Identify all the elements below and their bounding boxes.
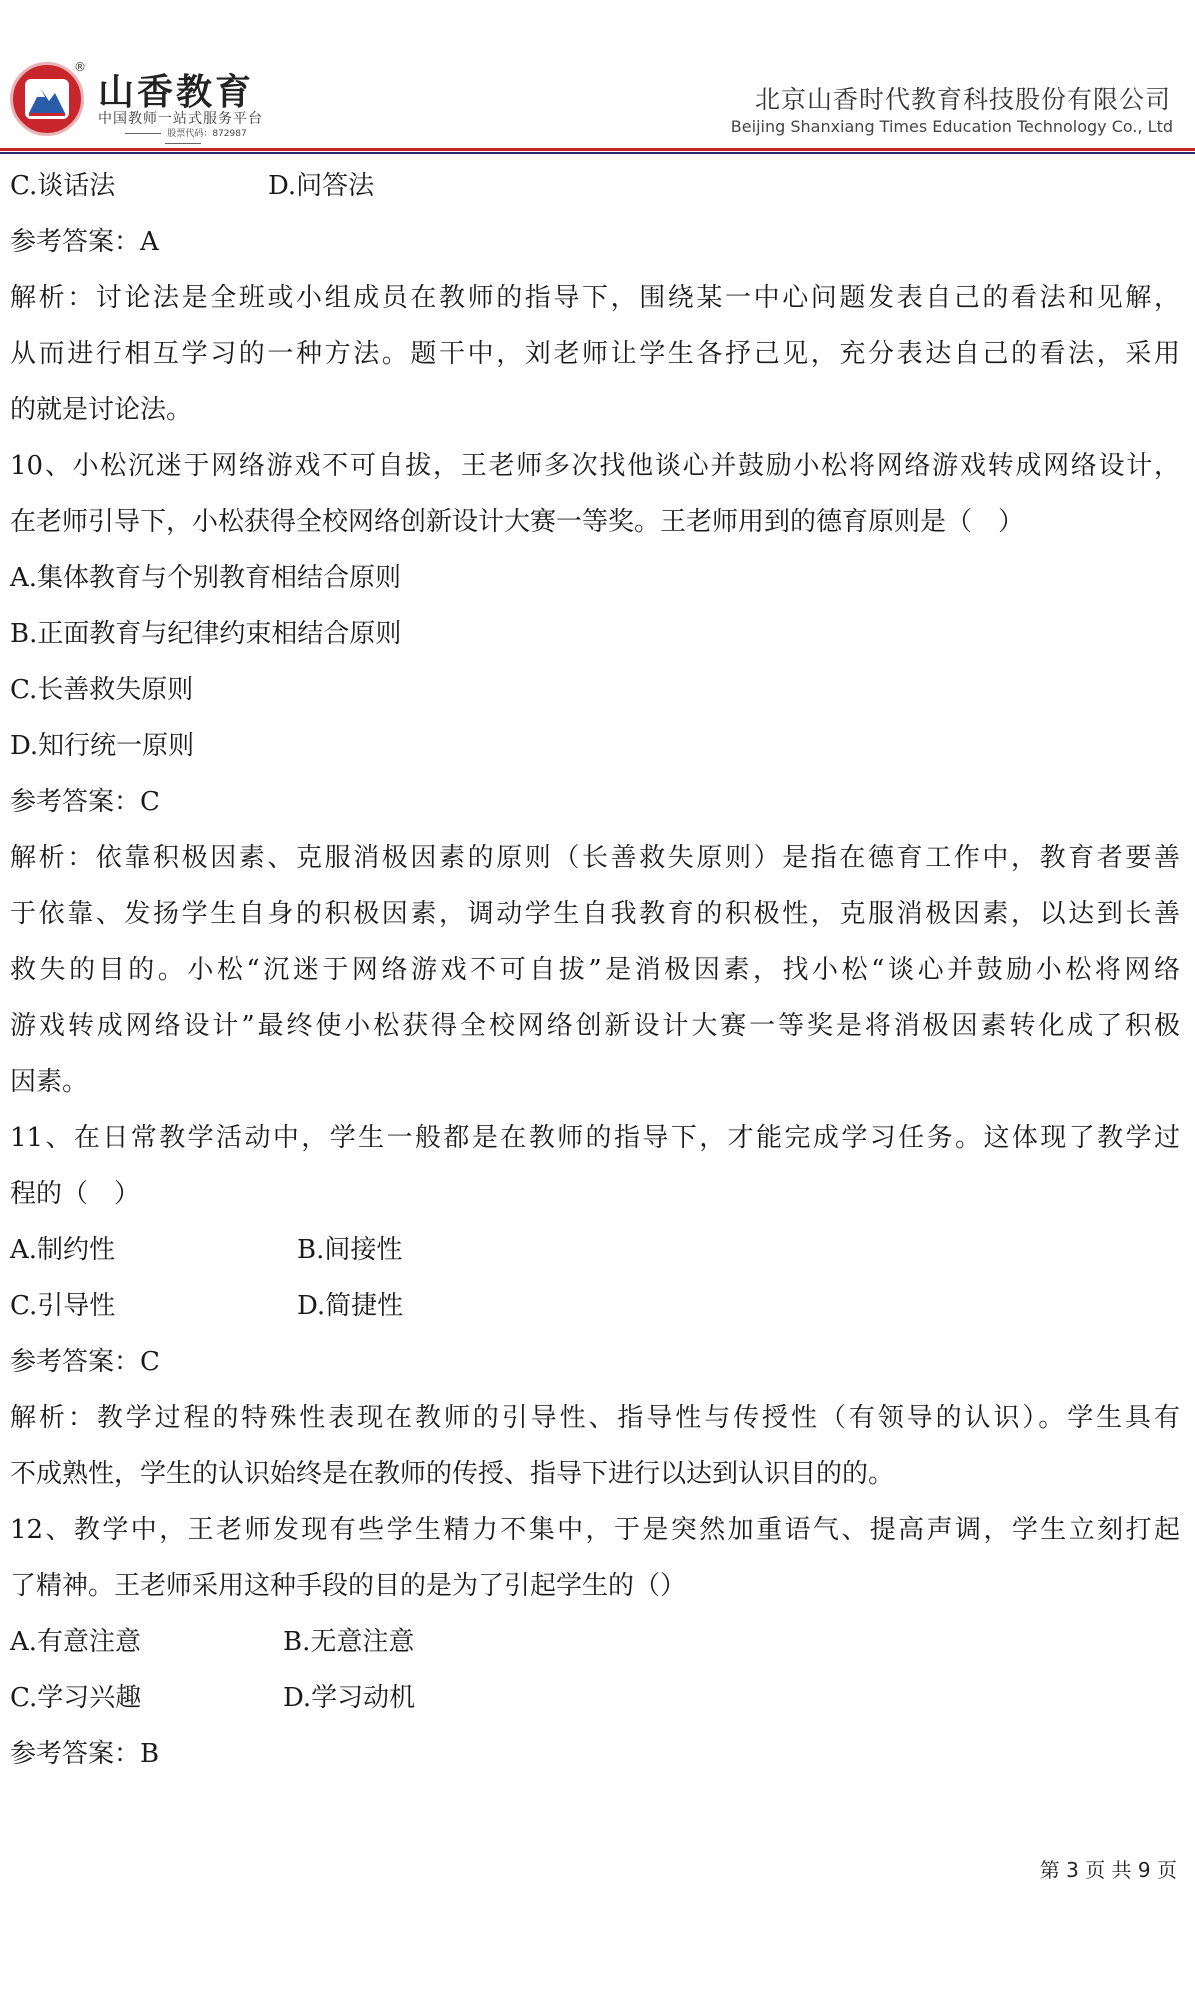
text-line: 解析：教学过程的特殊性表现在教师的引导性、指导性与传授性（有领导的认识）。学生具有 bbox=[10, 1403, 1180, 1433]
document-body bbox=[10, 158, 1180, 1782]
option-text: D.简捷性 bbox=[297, 1291, 404, 1321]
text-line: A.集体教育与个别教育相结合原则 bbox=[10, 563, 402, 593]
option-text: B.间接性 bbox=[297, 1235, 403, 1265]
text-line: 因素。 bbox=[10, 1067, 89, 1097]
option-text: C.学习兴趣 bbox=[10, 1683, 142, 1713]
shanxiang-logo-icon bbox=[10, 62, 84, 136]
page-number: 第 3 页 共 9 页 bbox=[1039, 1858, 1177, 1882]
text-line: 从而进行相互学习的一种方法。题干中，刘老师让学生各抒己见，充分表达自己的看法，采用 bbox=[10, 339, 1180, 369]
brand-title: 山香教育 bbox=[98, 72, 255, 113]
option-text: A.有意注意 bbox=[10, 1627, 142, 1657]
text-line: B.正面教育与纪律约束相结合原则 bbox=[10, 619, 402, 649]
text-line: 解析：讨论法是全班或小组成员在教师的指导下，围绕某一中心问题发表自己的看法和见解， bbox=[10, 283, 1180, 313]
option-text: D.问答法 bbox=[268, 171, 375, 201]
option-text: B.无意注意 bbox=[283, 1627, 415, 1657]
text-line: 11、在日常教学活动中，学生一般都是在教师的指导下，才能完成学习任务。这体现了教学过 bbox=[10, 1123, 1180, 1153]
text-line: D.知行统一原则 bbox=[10, 731, 195, 761]
company-name-en: Beijing Shanxiang Times Education Technology Co., Ltd bbox=[730, 117, 1173, 136]
option-row bbox=[10, 158, 1180, 214]
text-line: 参考答案：C bbox=[10, 1347, 160, 1377]
option-row bbox=[10, 1278, 1180, 1334]
stock-code: 股票代码：872987 bbox=[98, 126, 268, 149]
text-line: 游戏转成网络设计”最终使小松获得全校网络创新设计大赛一等奖是将消极因素转化成了积极 bbox=[10, 1011, 1180, 1041]
header-divider-blue bbox=[0, 152, 1195, 154]
text-line: 参考答案：A bbox=[10, 227, 159, 257]
text-line: 不成熟性，学生的认识始终是在教师的传授、指导下进行以达到认识目的的。 bbox=[10, 1459, 895, 1489]
company-name-cn: 北京山香时代教育科技股份有限公司 bbox=[754, 85, 1171, 114]
registered-mark: ® bbox=[74, 60, 86, 74]
text-line: 解析：依靠积极因素、克服消极因素的原则（长善救失原则）是指在德育工作中，教育者要善 bbox=[10, 843, 1180, 873]
text-line: 在老师引导下，小松获得全校网络创新设计大赛一等奖。王老师用到的德育原则是（ ） bbox=[10, 507, 1025, 537]
option-row bbox=[10, 1222, 1180, 1278]
option-text: C.引导性 bbox=[10, 1291, 116, 1321]
text-line: 了精神。王老师采用这种手段的目的是为了引起学生的（） bbox=[10, 1571, 687, 1601]
option-row bbox=[10, 1614, 1180, 1670]
text-line: 参考答案：C bbox=[10, 787, 160, 817]
text-line: 于依靠、发扬学生自身的积极因素，调动学生自我教育的积极性，克服消极因素，以达到长善 bbox=[10, 899, 1180, 929]
text-line: C.长善救失原则 bbox=[10, 675, 194, 705]
mountain-icon bbox=[13, 65, 81, 133]
text-line: 12、教学中，王老师发现有些学生精力不集中，于是突然加重语气、提高声调，学生立刻打起 bbox=[10, 1515, 1180, 1545]
header-divider-red bbox=[0, 148, 1195, 151]
option-text: C.谈话法 bbox=[10, 171, 116, 201]
brand-subtitle: 中国教师一站式服务平台 bbox=[98, 111, 263, 127]
option-text: D.学习动机 bbox=[283, 1683, 416, 1713]
page-header bbox=[0, 0, 1195, 150]
text-line: 10、小松沉迷于网络游戏不可自拔，王老师多次找他谈心并鼓励小松将网络游戏转成网络设计， bbox=[10, 451, 1180, 481]
text-line: 的就是讨论法。 bbox=[10, 395, 193, 425]
option-text: A.制约性 bbox=[10, 1235, 116, 1265]
text-line: 救失的目的。小松“沉迷于网络游戏不可自拔”是消极因素，找小松“谈心并鼓励小松将网络 bbox=[10, 955, 1180, 985]
text-line: 参考答案：B bbox=[10, 1739, 160, 1769]
option-row bbox=[10, 1670, 1180, 1726]
text-line: 程的（ ） bbox=[10, 1179, 141, 1209]
